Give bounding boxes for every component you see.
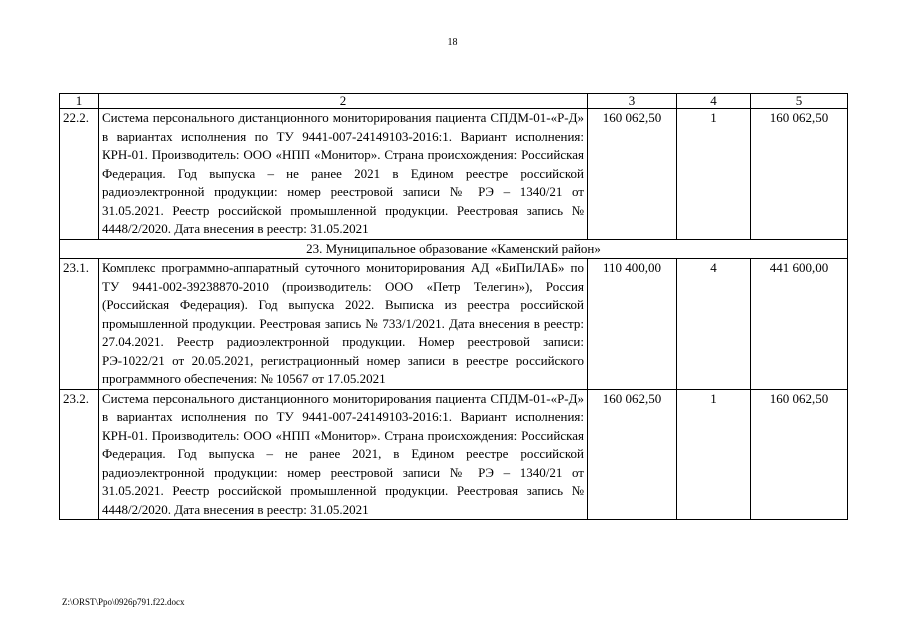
table-row bbox=[60, 109, 848, 240]
row-total: 441 600,00 bbox=[751, 259, 848, 390]
header-col-2: 2 bbox=[99, 94, 588, 109]
row-unit-price: 110 400,00 bbox=[588, 259, 677, 390]
table-row bbox=[60, 259, 848, 390]
row-quantity: 1 bbox=[677, 109, 751, 240]
row-total: 160 062,50 bbox=[751, 389, 848, 520]
row-description: Комплекс программно-аппаратный суточного мониторирования АД «БиПиЛАБ» по ТУ 9441-002-39238870-2010 (производитель: ООО «Петр Телегин»), Россия (Российская Федерация). Год выпуска 2022. Выписка из реестра российской промышленной продукции. Реестровая запись № 733/1/2021. Дата внесения в реестр: 27.04.2021. Реестр радиоэлектронной продукции. Номер реестровой записи: РЭ-1022/21 от 20.05.2021, регистрационный номер записи в реестре российского программного обеспечения: № 10567 от 17.05.2021 bbox=[99, 259, 588, 390]
row-number: 22.2. bbox=[60, 109, 99, 240]
row-description: Система персонального дистанционного мониторирования пациента СПДМ-01-«Р-Д» в вариантах исполнения по ТУ 9441-007-24149103-2016:1. Вариант исполнения: КРН-01. Производитель: ООО «НПП «Монитор». Страна происхождения: Российская Федерация. Год выпуска – не ранее 2021, в Едином реестре российской радиоэлектронной продукции: номер реестровой записи № РЭ – 1340/21 от 31.05.2021. Реестр российской промышленной продукции. Реестровая запись № 4448/2/2020. Дата внесения в реестр: 31.05.2021 bbox=[99, 389, 588, 520]
row-number: 23.1. bbox=[60, 259, 99, 390]
row-quantity: 1 bbox=[677, 389, 751, 520]
row-unit-price: 160 062,50 bbox=[588, 109, 677, 240]
row-unit-price: 160 062,50 bbox=[588, 389, 677, 520]
footer-file-path: Z:\ORST\Ppo\0926p791.f22.docx bbox=[62, 597, 185, 607]
section-header-row bbox=[60, 239, 848, 259]
row-total: 160 062,50 bbox=[751, 109, 848, 240]
header-col-5: 5 bbox=[751, 94, 848, 109]
row-number: 23.2. bbox=[60, 389, 99, 520]
page-number: 18 bbox=[447, 37, 458, 48]
equipment-table bbox=[59, 93, 848, 520]
header-col-4: 4 bbox=[677, 94, 751, 109]
row-description: Система персонального дистанционного мониторирования пациента СПДМ-01-«Р-Д» в вариантах исполнения по ТУ 9441-007-24149103-2016:1. Вариант исполнения: КРН-01. Производитель: ООО «НПП «Монитор». Страна происхождения: Российская Федерация. Год выпуска – не ранее 2021 в Едином реестре российской радиоэлектронной продукции: номер реестровой записи № РЭ – 1340/21 от 31.05.2021. Реестр российской промышленной продукции. Реестровая запись № 4448/2/2020. Дата внесения в реестр: 31.05.2021 bbox=[99, 109, 588, 240]
table-row bbox=[60, 389, 848, 520]
table-header-row bbox=[60, 94, 848, 109]
header-col-1: 1 bbox=[60, 94, 99, 109]
header-col-3: 3 bbox=[588, 94, 677, 109]
section-title: 23. Муниципальное образование «Каменский район» bbox=[60, 239, 848, 259]
row-quantity: 4 bbox=[677, 259, 751, 390]
